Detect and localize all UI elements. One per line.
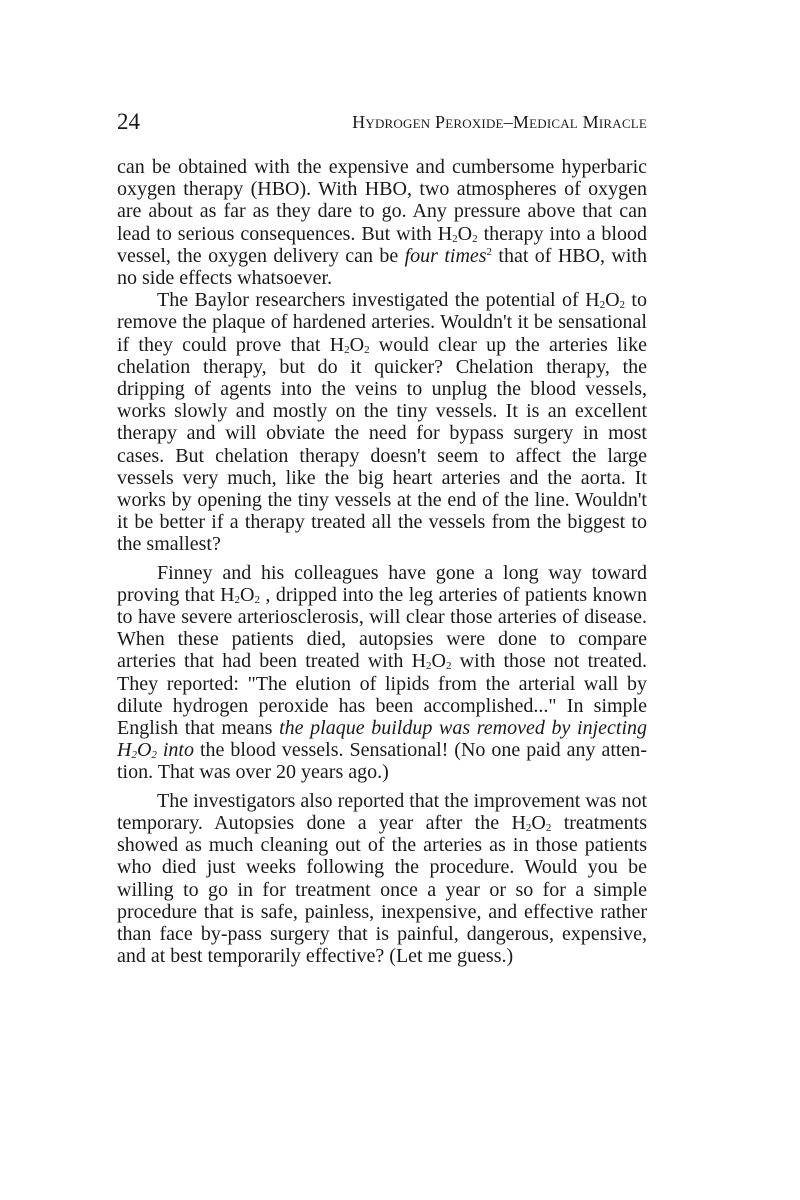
formula-h2o2: $H_2O_2$	[411, 650, 452, 673]
paragraph-4: The investigators also reported that the improvement was not temporary. Autopsies done a year after the $H_2O_2$ treatments showed as much cleaning out of the arteries as in those patients who died just weeks following the procedure. Would you be willing to go in for treatment once a year or so for a simple procedure that is safe, painless, inexpensive, and effective rather than face by-pass surgery that is painful, dangerous, expensive, and at best temporarily effective? (Let me guess.)	[117, 789, 647, 968]
footnote-marker: 2	[486, 245, 493, 258]
paragraph-2: The Baylor researchers investigated the potential of $H_2O_2$ to remove the plaque of hardened arteries. Wouldn't it be sensational if they could prove that $H_2O_2$ would clear up the arteries like chelation therapy, but do it quicker? Chelation therapy, the dripping of agents into the veins to unplug the blood vessels, works slowly and mostly on the tiny vessels. It is an excellent therapy and will obviate the need for bypass surgery in most cases. But chelation therapy doesn't seem to affect the large vessels very much, like the big heart arteries and the aorta. It works by opening the tiny vessels at the end of the line. Wouldn't it be better if a therapy treated all the vessels from the biggest to the smallest?	[117, 289, 647, 556]
formula-h2o2: $H_2O_2$	[511, 811, 552, 834]
paragraph-1: can be obtained with the expensive and cumbersome hyperbaric oxygen therapy (HBO). With HBO, two atmospheres of oxygen are about as far as they dare to go. Any pressure above that can lead to serious consequences. But with $H_2O_2$ therapy into a blood vessel, the oxygen delivery can be four times$^2$ that of HBO, with no side effects whatsoever.	[117, 156, 647, 290]
formula-h2o2: $H_2O_2$	[117, 739, 157, 762]
emphasis-text: the plaque buildup was removed by injecting $H_2O_2$ into	[117, 717, 647, 762]
formula-h2o2: $H_2O_2$	[220, 583, 260, 606]
emphasis-text: four times	[404, 244, 487, 267]
formula-h2o2: $H_2O_2$	[585, 289, 626, 312]
body-text	[117, 156, 647, 967]
page-header	[117, 108, 647, 138]
paragraph-3: Finney and his colleagues have gone a long way toward proving that $H_2O_2$ , dripped into the leg arteries of patients known to have severe arteriosclerosis, will clear those arteries of disease. When these patients died, autopsies were done to compare arteries that had been treated with $H_2O_2$ with those not treated. They reported: "The elution of lipids from the arterial wall by dilute hydrogen peroxide has been accomplished..." In simple English that means the plaque buildup was removed by injecting $H_2O_2$ into the blood vessels. Sensational! (No one paid any attention. That was over 20 years ago.)	[117, 561, 648, 784]
formula-h2o2: $H_2O_2$	[329, 333, 370, 356]
page-number: 24	[117, 109, 140, 134]
formula-h2o2: $H_2O_2$	[437, 222, 478, 245]
running-head: Hydrogen Peroxide–Medical Miracle	[352, 112, 647, 132]
